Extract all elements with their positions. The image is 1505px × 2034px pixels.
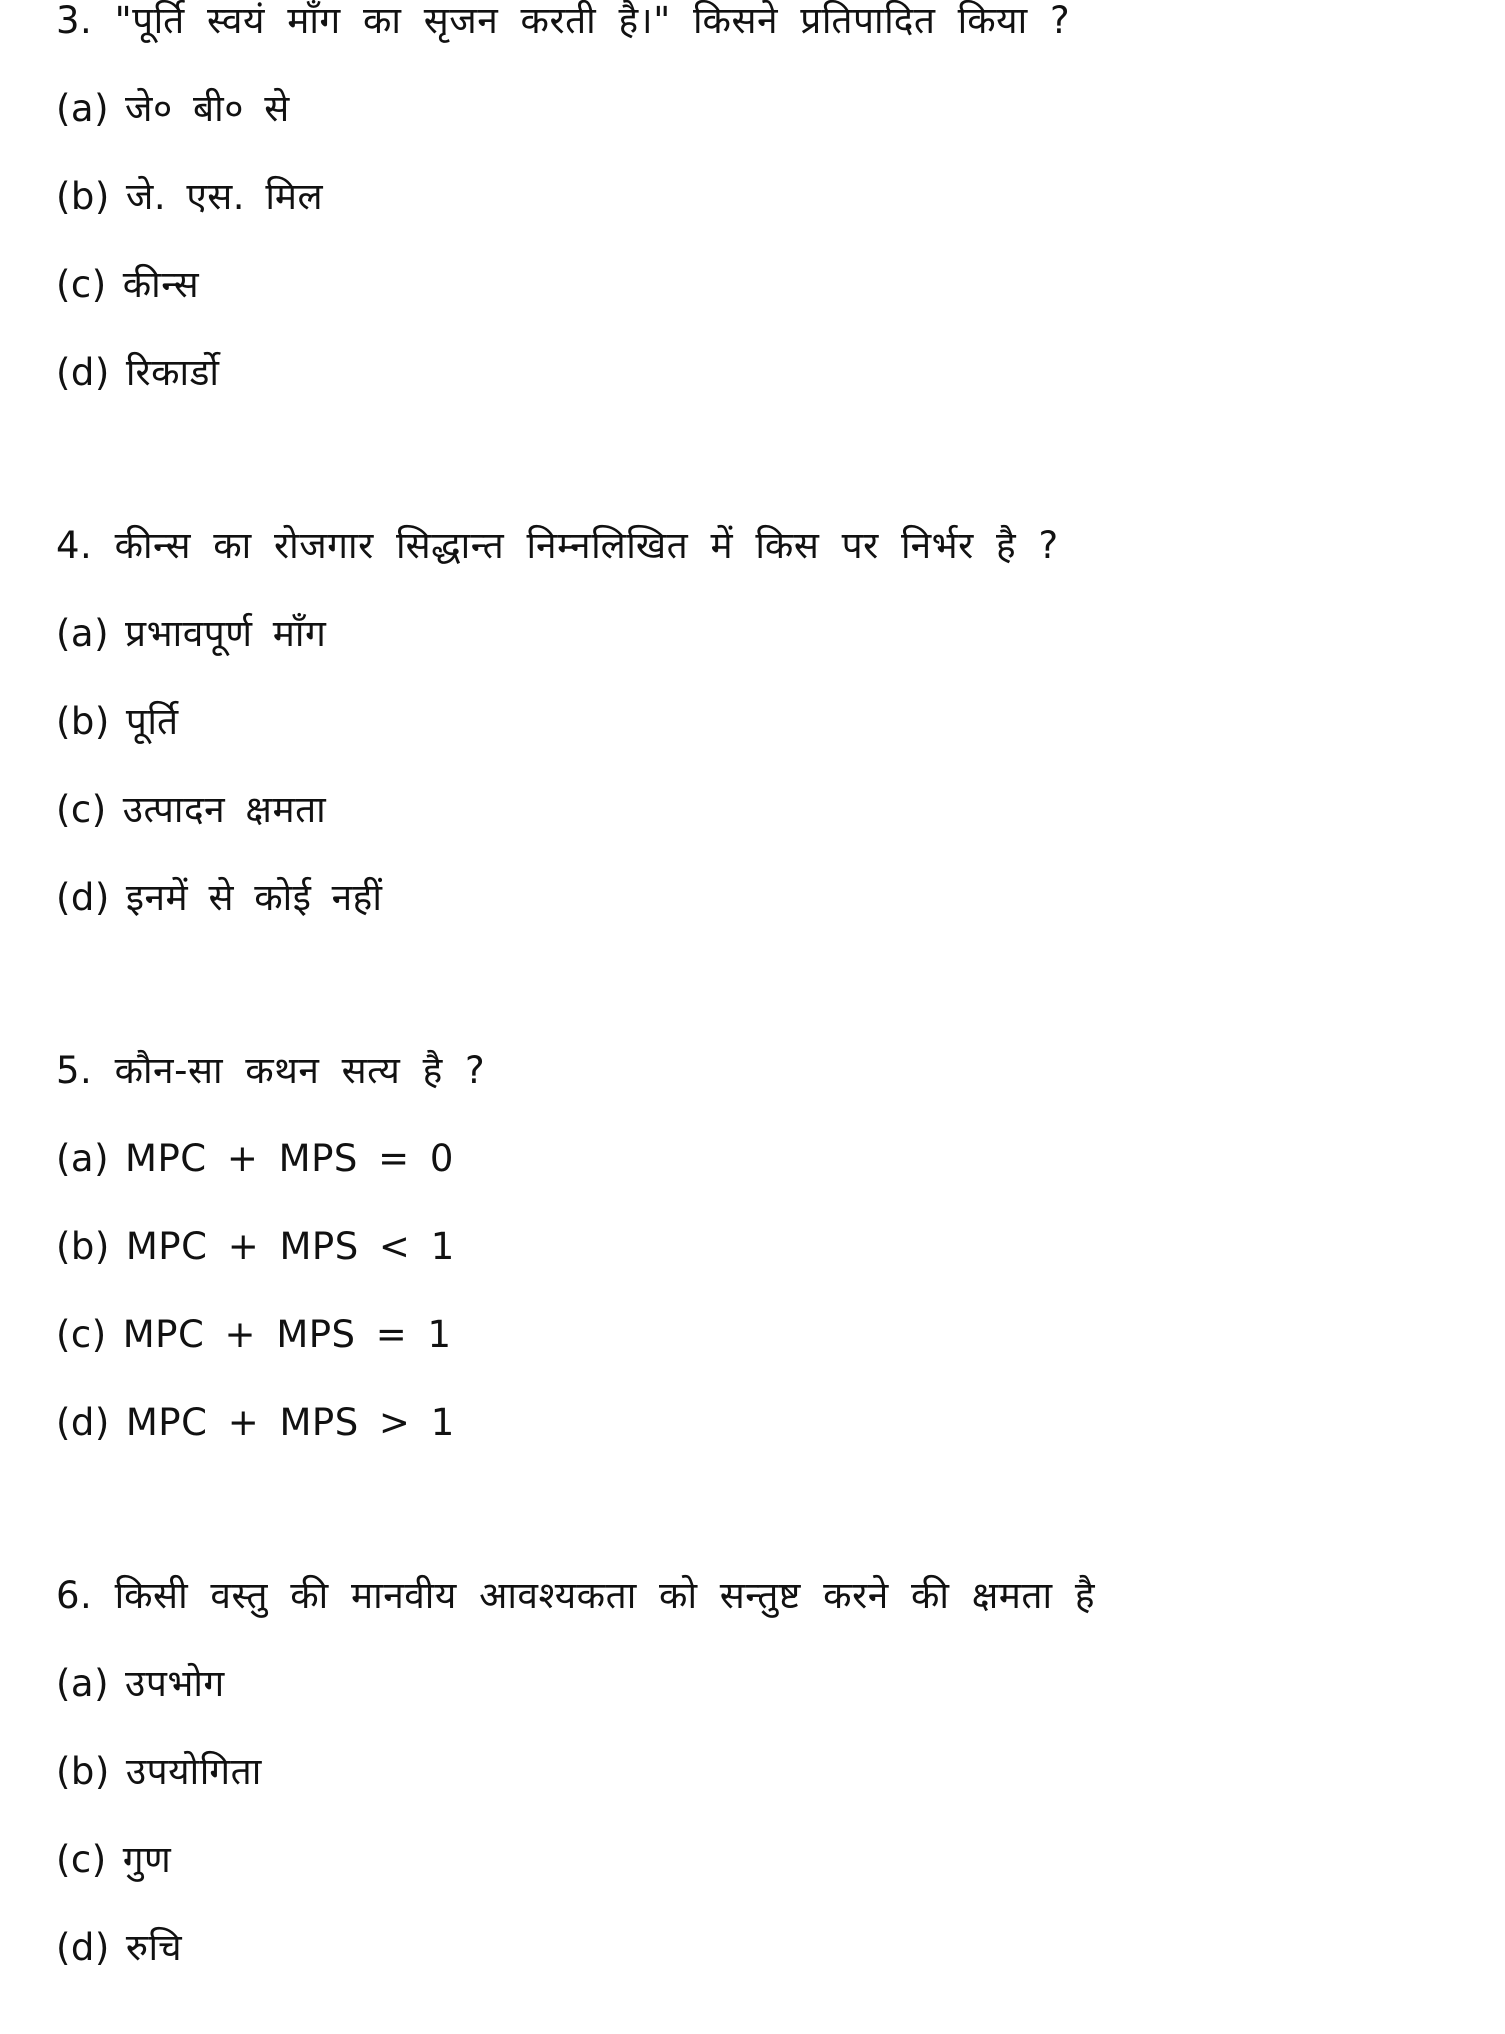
option-label: गुण	[122, 1838, 172, 1881]
option-key: (c)	[56, 263, 107, 306]
option-key: (b)	[56, 1750, 110, 1793]
option-key: (a)	[56, 87, 110, 130]
question-3	[56, 0, 1476, 397]
question-5-option-a	[56, 1135, 1476, 1183]
question-6-option-b	[56, 1748, 1476, 1796]
option-key: (b)	[56, 700, 110, 743]
question-4-option-d	[56, 874, 1476, 922]
option-label: उपयोगिता	[125, 1750, 262, 1793]
option-label: जे. एस. मिल	[125, 175, 324, 218]
option-key: (d)	[56, 1401, 110, 1444]
question-3-option-a	[56, 85, 1476, 133]
option-label: पूर्ति	[125, 700, 179, 743]
question-5-text: 5. कौन-सा कथन सत्य है ?	[56, 1049, 486, 1092]
option-key: (b)	[56, 1225, 110, 1268]
question-6-text: 6. किसी वस्तु की मानवीय आवश्यकता को सन्तुष्ट करने की क्षमता है	[56, 1574, 1096, 1617]
question-5	[56, 1047, 1476, 1447]
option-label: रिकार्डो	[125, 351, 220, 394]
option-key: (c)	[56, 1313, 107, 1356]
option-key: (d)	[56, 1926, 110, 1969]
option-key: (b)	[56, 175, 110, 218]
question-3-option-b	[56, 173, 1476, 221]
question-6-option-c	[56, 1836, 1476, 1884]
option-label: रुचि	[125, 1926, 183, 1969]
option-label: MPC + MPS = 1	[122, 1313, 452, 1356]
question-4-option-b	[56, 698, 1476, 746]
option-key: (c)	[56, 1838, 107, 1881]
question-3-option-d	[56, 349, 1476, 397]
option-label: इनमें से कोई नहीं	[125, 876, 383, 919]
question-4-option-c	[56, 786, 1476, 834]
option-label: MPC + MPS < 1	[125, 1225, 455, 1268]
option-label: MPC + MPS > 1	[125, 1401, 455, 1444]
question-6-option-a	[56, 1660, 1476, 1708]
question-5-option-b	[56, 1223, 1476, 1271]
option-label: कीन्स	[122, 263, 200, 306]
option-label: MPC + MPS = 0	[125, 1137, 454, 1180]
question-6-option-d	[56, 1924, 1476, 1972]
option-label: उत्पादन क्षमता	[122, 788, 327, 831]
question-3-option-c	[56, 261, 1476, 309]
option-key: (a)	[56, 612, 110, 655]
question-4-option-a	[56, 610, 1476, 658]
question-4-text: 4. कीन्स का रोजगार सिद्धान्त निम्नलिखित में किस पर निर्भर है ?	[56, 524, 1059, 567]
option-key: (c)	[56, 788, 107, 831]
question-3-text: 3. "पूर्ति स्वयं माँग का सृजन करती है।" किसने प्रतिपादित किया ?	[56, 0, 1071, 42]
option-label: उपभोग	[125, 1662, 225, 1705]
option-key: (d)	[56, 876, 110, 919]
question-5-option-c	[56, 1311, 1476, 1359]
question-5-option-d	[56, 1399, 1476, 1447]
option-label: प्रभावपूर्ण माँग	[125, 612, 327, 655]
question-4	[56, 522, 1476, 922]
question-6	[56, 1572, 1476, 1972]
option-key: (a)	[56, 1662, 110, 1705]
option-key: (d)	[56, 351, 110, 394]
option-key: (a)	[56, 1137, 110, 1180]
option-label: जे० बी० से	[125, 87, 290, 130]
